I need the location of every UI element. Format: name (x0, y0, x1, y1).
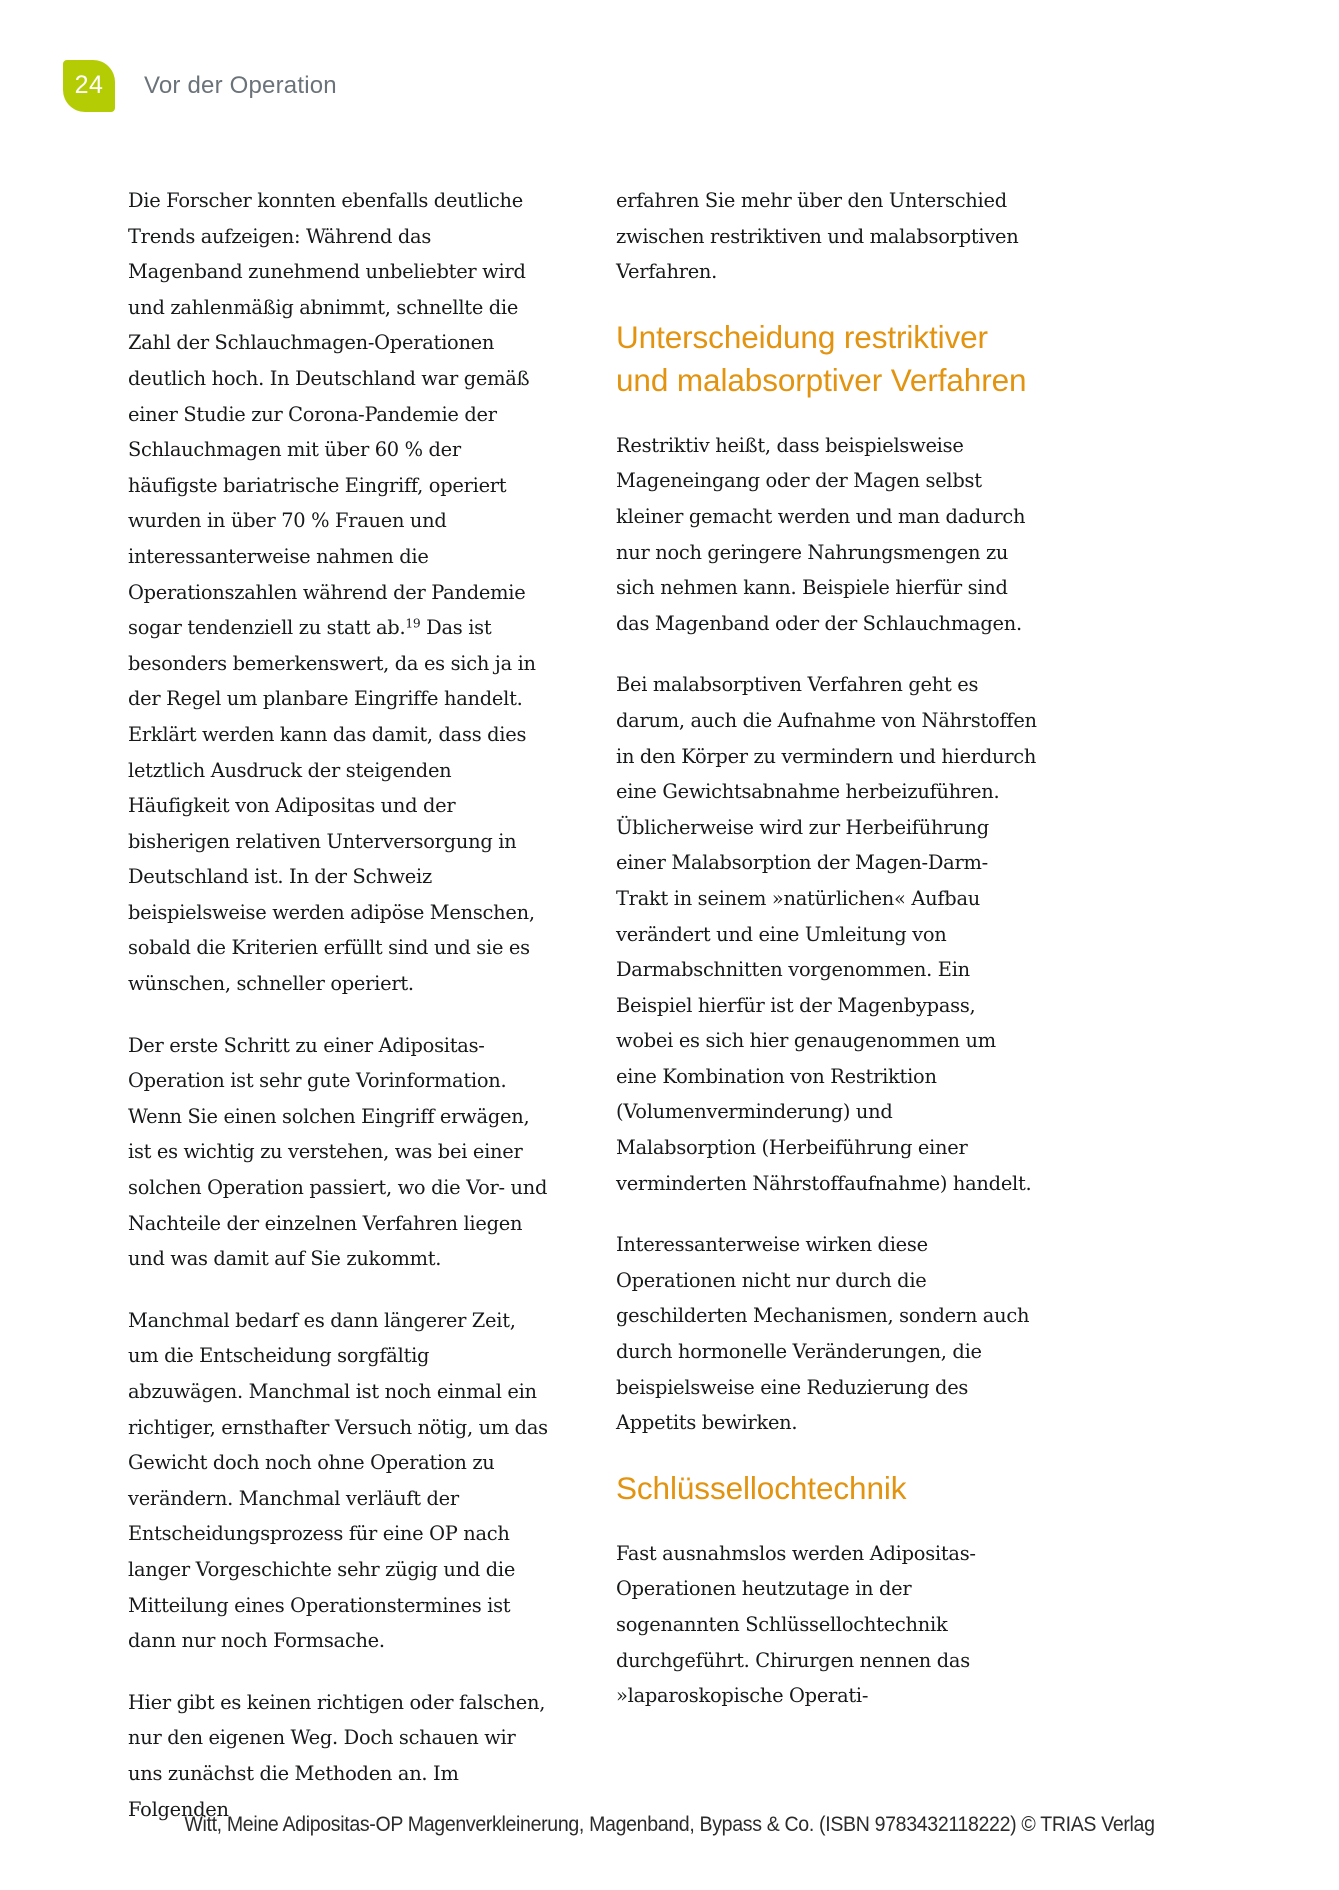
section-heading-unterscheidung: Unterscheidung restriktiver und malabsorptiver Verfahren (616, 318, 1027, 398)
paragraph: Restriktiv heißt, dass beispielsweise Mageneingang oder der Magen selbst kleiner gemacht werden und man dadurch nur noch geringere Nahrungsmengen zu sich nehmen kann. Beispiele hierfür sind das Magenband oder der Schlauchmagen. (616, 433, 1026, 635)
left-column (128, 183, 549, 1827)
paragraph: Interessanterweise wirken diese Operationen nicht nur durch die geschilderten Mechanismen, sondern auch durch hormonelle Veränderungen, die beispielsweise eine Reduzierung des Appetits bewirken. (616, 1233, 1030, 1435)
footnote-marker: 19 (405, 616, 421, 631)
section-heading-schluessellochtechnik: Schlüssellochtechnik (616, 1469, 907, 1506)
right-column (616, 183, 1037, 1827)
running-head (63, 60, 337, 112)
paragraph: Manchmal bedarf es dann längerer Zeit, um die Entscheidung sorgfältig abzuwägen. Manchmal ist noch einmal ein richtiger, ernsthafter Versuch nötig, um das Gewicht doch noch ohne Operation zu verändern. Manchmal verläuft der Entscheidungsprozess für eine OP nach langer Vorgeschichte sehr zügig und die Mitteilung eines Operationstermines ist dann nur noch Formsache. (128, 1308, 548, 1653)
paragraph: Fast ausnahmslos werden Adipositas-Operationen heutzutage in der sogenannten Schlüssellochtechnik durchgeführt. Chirurgen nennen das »laparoskopische Operati- (616, 1541, 976, 1708)
paragraph: erfahren Sie mehr über den Unterschied zwischen restriktiven und malabsorptiven Verfahren. (616, 189, 1019, 284)
paragraph (128, 183, 549, 1002)
paragraph: Der erste Schritt zu einer Adipositas-Operation ist sehr gute Vorinformation. Wenn Sie einen solchen Eingriff erwägen, ist es wichtig zu verstehen, was bei einer solchen Operation passiert, wo die Vor- und Nachteile der einzelnen Verfahren liegen und was damit auf Sie zukommt. (128, 1033, 548, 1271)
page-footer-copyright: Witt, Meine Adipositas-OP Magenverkleinerung, Magenband, Bypass & Co. (ISBN 9783432118222) © TRIAS Verlag (184, 1813, 1155, 1836)
paragraph: Hier gibt es keinen richtigen oder falschen, nur den eigenen Weg. Doch schauen wir uns zunächst die Methoden an. Im Folgenden (128, 1690, 546, 1821)
paragraph-text-continued: Das ist besonders bemerkenswert, da es sich ja in der Regel um planbare Eingriffe handelt. Erklärt werden kann das damit, dass dies letztlich Ausdruck der steigenden Häufigkeit von Adipositas und der bisherigen relativen Unterversorgung in Deutschland ist. In der Schweiz beispielsweise werden adipöse Menschen, sobald die Kriterien erfüllt sind und sie es wünschen, schneller operiert. (128, 616, 536, 996)
paragraph: Bei malabsorptiven Verfahren geht es darum, auch die Aufnahme von Nährstoffen in den Körper zu vermindern und hierdurch eine Gewichtsabnahme herbeizuführen. Üblicherweise wird zur Herbeiführung einer Malabsorption der Magen-Darm-Trakt in seinem »natürlichen« Aufbau verändert und eine Umleitung von Darmabschnitten vorgenommen. Ein Beispiel hierfür ist der Magenbypass, wobei es sich hier genaugenommen um eine Kombination von Restriktion (Volumenverminderung) und Malabsorption (Herbeiführung einer verminderten Nährstoffaufnahme) handelt. (616, 673, 1037, 1195)
text-columns (128, 183, 1218, 1827)
chapter-title: Vor der Operation (144, 72, 337, 99)
paragraph-text: Die Forscher konnten ebenfalls deutliche Trends aufzeigen: Während das Magenband zunehmend unbeliebter wird und zahlenmäßig abnimmt, schnellte die Zahl der Schlauchmagen-Operationen deutlich hoch. In Deutschland war gemäß einer Studie zur Corona-Pandemie der Schlauchmagen mit über 60 % der häufigste bariatrische Eingriff, operiert wurden in über 70 % Frauen und interessanterweise nahmen die Operationszahlen während der Pandemie sogar tendenziell zu statt ab. (128, 189, 530, 640)
page-number-badge: 24 (63, 60, 115, 112)
